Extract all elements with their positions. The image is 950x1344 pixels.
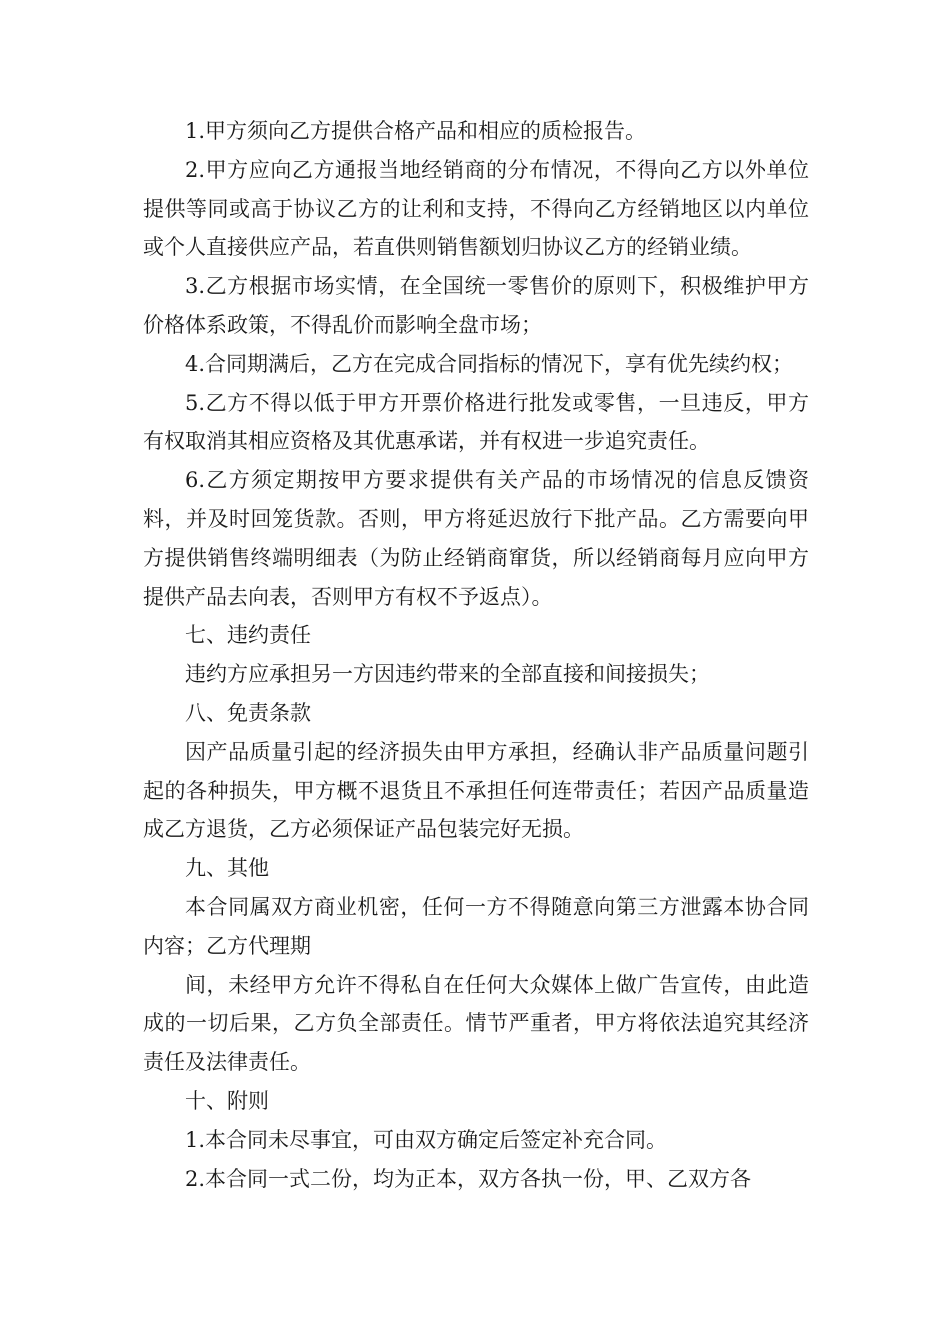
clause-paragraph: 5.乙方不得以低于甲方开票价格进行批发或零售，一旦违反，甲方有权取消其相应资格及其优惠承诺，并有权进一步追究责任。 xyxy=(143,390,809,454)
section-heading: 七、违约责任 xyxy=(185,623,311,648)
section-heading: 十、附则 xyxy=(185,1088,269,1113)
clause-paragraph: 本合同属双方商业机密，任何一方不得随意向第三方泄露本协合同内容；乙方代理期 xyxy=(143,894,809,958)
clause-paragraph: 6.乙方须定期按甲方要求提供有关产品的市场情况的信息反馈资料，并及时回笼货款。否则，甲方将延迟放行下批产品。乙方需要向甲方提供销售终端明细表（为防止经销商窜货，所以经销商每月应向甲方提供产品去向表，否则甲方有权不予返点）。 xyxy=(143,468,809,609)
section-heading: 八、免责条款 xyxy=(185,700,311,725)
clause-paragraph: 因产品质量引起的经济损失由甲方承担，经确认非产品质量问题引起的各种损失，甲方概不退货且不承担任何连带责任；若因产品质量造成乙方退货，乙方必须保证产品包装完好无损。 xyxy=(143,739,809,842)
clause-paragraph: 2.甲方应向乙方通报当地经销商的分布情况，不得向乙方以外单位提供等同或高于协议乙方的让利和支持，不得向乙方经销地区以内单位或个人直接供应产品，若直供则销售额划归协议乙方的经销业绩。 xyxy=(143,157,809,260)
clause-paragraph: 间，未经甲方允许不得私自在任何大众媒体上做广告宣传，由此造成的一切后果，乙方负全部责任。情节严重者，甲方将依法追究其经济责任及法律责任。 xyxy=(143,972,809,1075)
clause-paragraph: 1.甲方须向乙方提供合格产品和相应的质检报告。 xyxy=(185,119,647,143)
clause-paragraph: 4.合同期满后，乙方在完成合同指标的情况下，享有优先续约权； xyxy=(185,351,794,376)
section-heading: 九、其他 xyxy=(185,856,269,881)
clause-paragraph: 1.本合同未尽事宜，可由双方确定后签定补充合同。 xyxy=(185,1127,668,1152)
clause-paragraph: 违约方应承担另一方因违约带来的全部直接和间接损失； xyxy=(185,662,710,687)
clause-paragraph: 3.乙方根据市场实情，在全国统一零售价的原则下，积极维护甲方价格体系政策，不得乱价而影响全盘市场； xyxy=(143,274,809,337)
document-page xyxy=(143,112,809,1198)
clause-paragraph: 2.本合同一式二份，均为正本，双方各执一份，甲、乙双方各 xyxy=(185,1166,752,1191)
